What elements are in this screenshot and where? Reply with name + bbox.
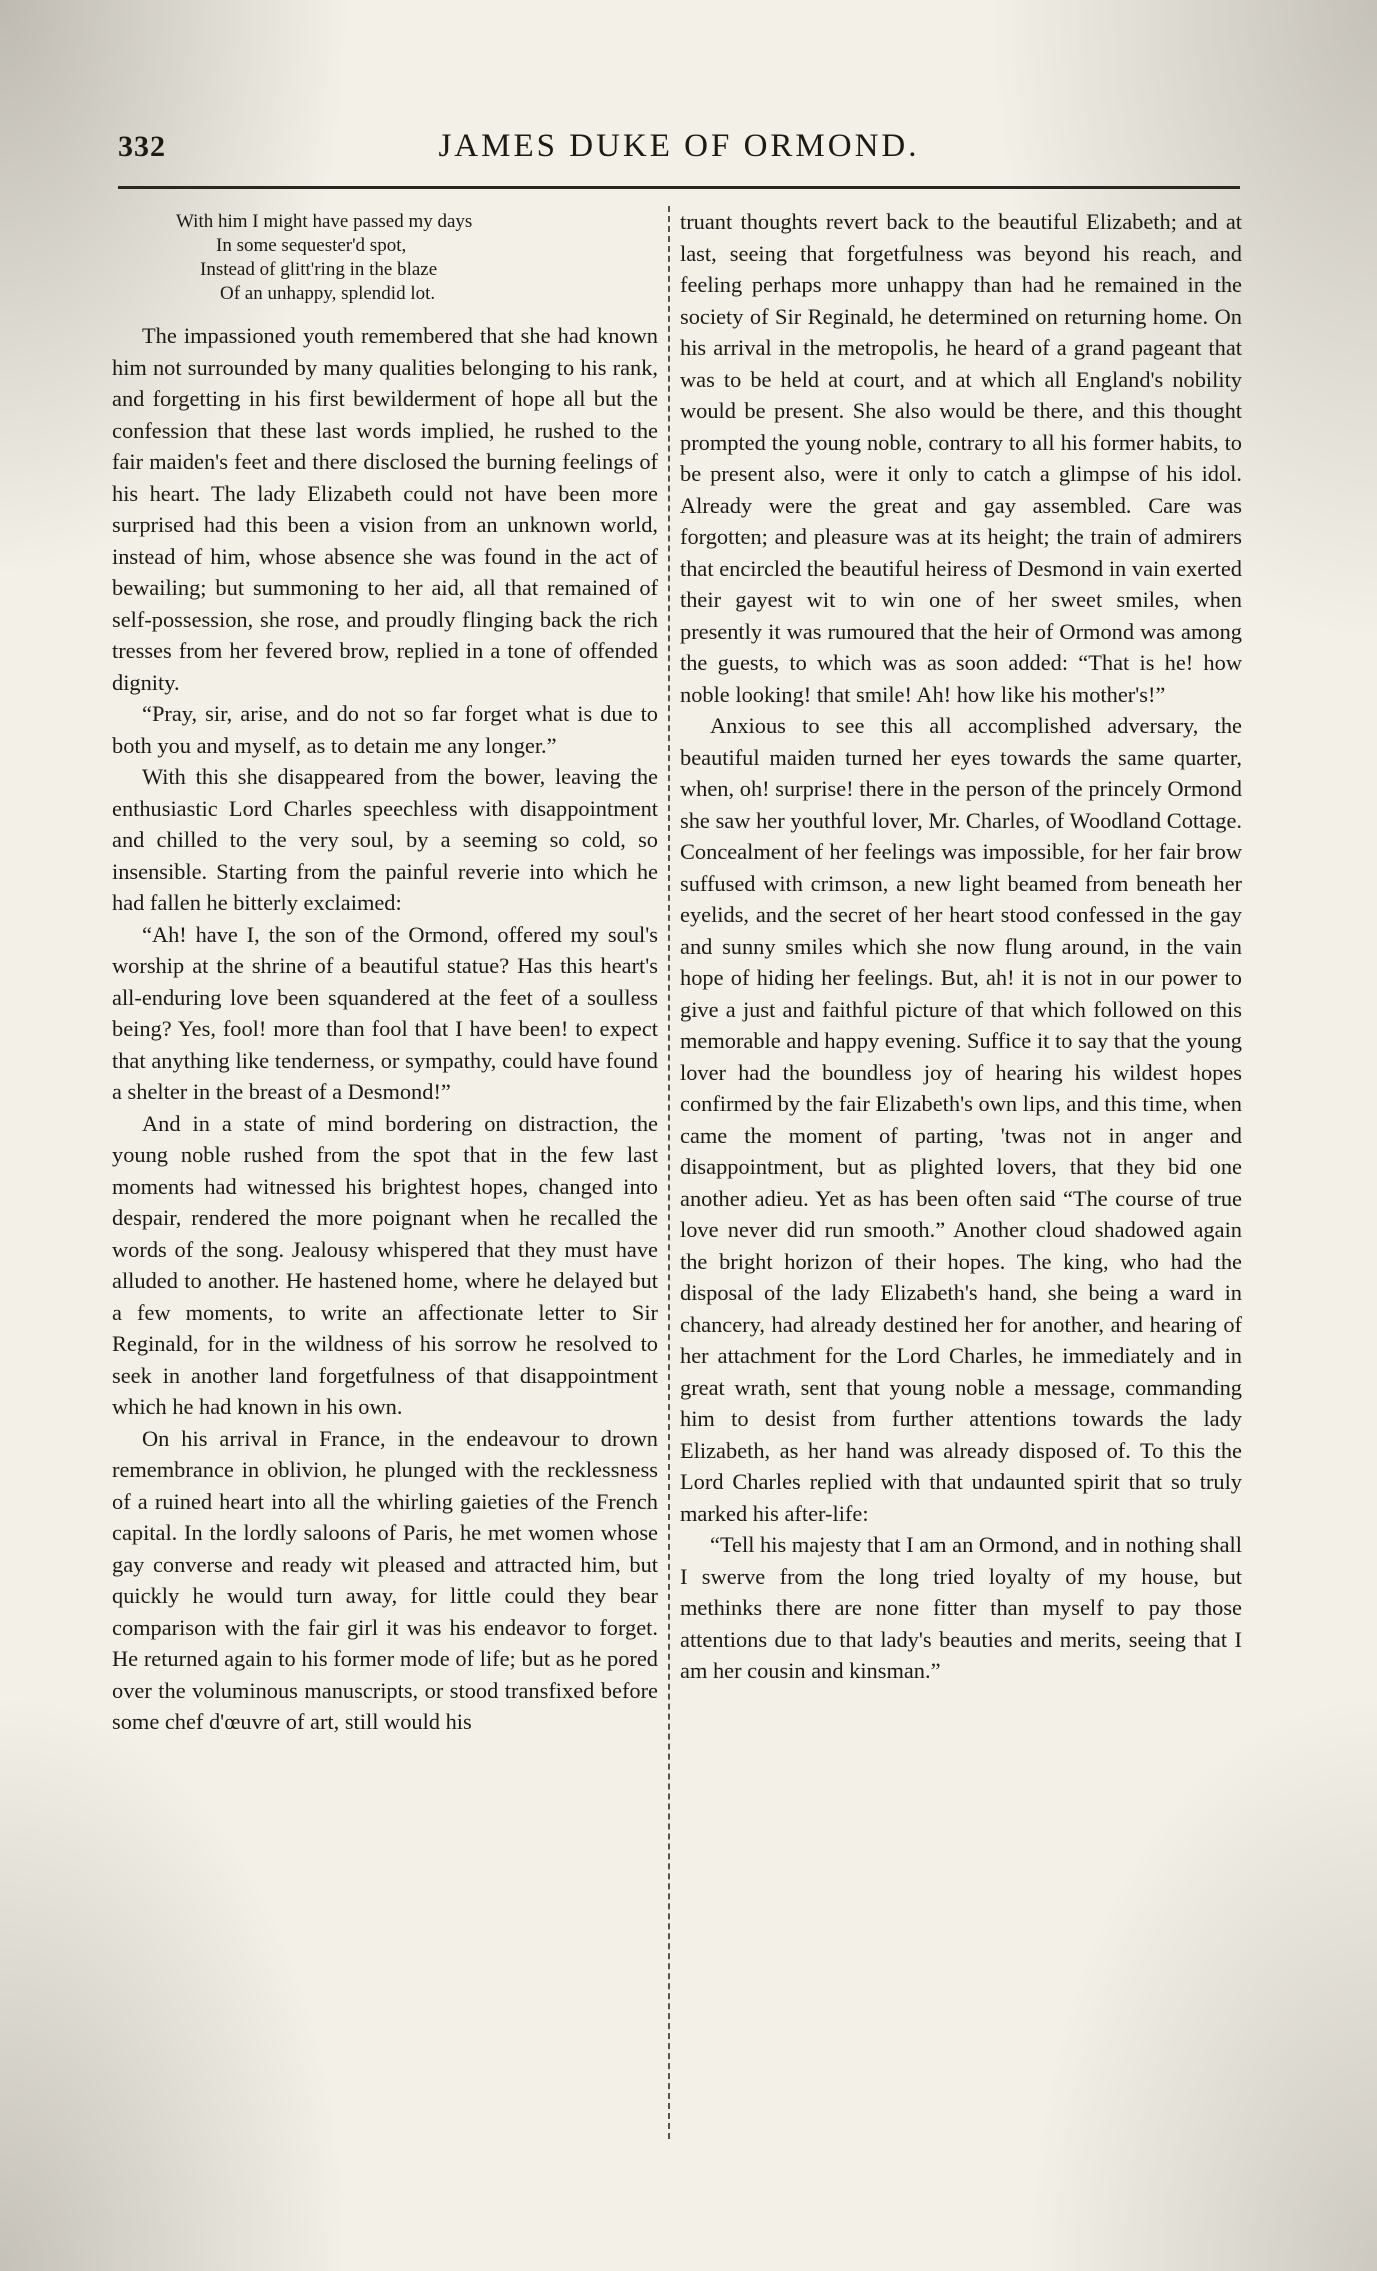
- poem-line: Of an unhappy, splendid lot.: [220, 283, 436, 304]
- poem-line: In some sequester'd spot,: [216, 235, 407, 256]
- page-number: 332: [118, 130, 166, 163]
- poem-line: Instead of glitt'ring in the blaze: [200, 259, 438, 280]
- left-column: [112, 206, 658, 2141]
- paragraph: “Tell his majesty that I am an Ormond, and in nothing shall I swerve from the long tried loyalty of my house, but methinks there are none fitter than myself to pay those attentions due to that lady's beauties and merits, seeing that I am her cousin and kinsman.”: [680, 1532, 1242, 1683]
- paragraph: truant thoughts revert back to the beautiful Elizabeth; and at last, seeing that forgetfulness was beyond his reach, and feeling perhaps more unhappy than had he remained in the society of Sir Reginald, he determined on returning home. On his arrival in the metropolis, he heard of a grand pageant that was to be held at court, and at which all England's nobility would be present. She also would be there, and this thought prompted the young noble, contrary to all his former habits, to be present also, were it only to catch a glimpse of his idol. Already were the great and gay assembled. Care was forgotten; and pleasure was at its height; the train of admirers that encircled the beautiful heiress of Desmond in vain exerted their gayest wit to win one of her sweet smiles, when presently it was rumoured that the heir of Ormond was among the guests, to which was as soon added: “That is he! how noble looking! that smile! Ah! how like his mother's!”: [680, 209, 1242, 707]
- page-header: [118, 122, 1240, 182]
- paragraph: With this she disappeared from the bower, leaving the enthusiastic Lord Charles speechless with disappointment and chilled to the very soul, by a seeming so cold, so insensible. Starting from the painful reverie into which he had fallen he bitterly exclaimed:: [112, 764, 658, 915]
- right-column: [680, 206, 1242, 2141]
- column-divider: [668, 206, 670, 2139]
- paragraph: “Ah! have I, the son of the Ormond, offered my soul's worship at the shrine of a beautiful statue? Has this heart's all-enduring love been squandered at the feet of a soulless being? Yes, fool! more than fool that I have been! to expect that anything like tenderness, or sympathy, could have found a shelter in the breast of a Desmond!”: [112, 921, 658, 1104]
- paragraph: And in a state of mind bordering on distraction, the young noble rushed from the spot that in the few last moments had witnessed his brightest hopes, changed into despair, rendered the more poignant when he recalled the words of the song. Jealousy whispered that they must have alluded to another. He hastened home, where he delayed but a few moments, to write an affectionate letter to Sir Reginald, for in the wildness of his sorrow he resolved to seek in another land forgetfulness of that disappointment which he had known in his own.: [112, 1110, 658, 1419]
- header-rule: [118, 186, 1240, 189]
- paragraph: On his arrival in France, in the endeavour to drown remembrance in oblivion, he plunged with the recklessness of a ruined heart into all the whirling gaieties of the French capital. In the lordly saloons of Paris, he met women whose gay converse and ready wit pleased and attracted him, but quickly he would turn away, for little could they bear comparison with the fair girl it was his endeavor to forget. He returned again to his former mode of life; but as he pored over the voluminous manuscripts, or stood transfixed before some chef d'œuvre of art, still would his: [112, 1425, 658, 1734]
- poem-line: With him I might have passed my days: [176, 211, 473, 232]
- poem-stanza: [176, 210, 658, 306]
- paragraph: “Pray, sir, arise, and do not so far forget what is due to both you and myself, as to detain me any longer.”: [112, 701, 658, 758]
- paragraph: Anxious to see this all accomplished adversary, the beautiful maiden turned her eyes towards the same quarter, when, oh! surprise! there in the person of the princely Ormond she saw her youthful lover, Mr. Charles, of Woodland Cottage. Concealment of her feelings was impossible, for her fair brow suffused with crimson, a new light beamed from beneath her eyelids, and the secret of her heart stood confessed in the gay and sunny smiles which she now flung around, in the vain hope of hiding her feelings. But, ah! it is not in our power to give a just and faithful picture of that which followed on this memorable and happy evening. Suffice it to say that the young lover had the boundless joy of hearing his wildest hopes confirmed by the fair Elizabeth's own lips, and this time, when came the moment of parting, 'twas not in anger and disappointment, but as plighted lovers, that they bid one another adieu. Yet as has been often said “The course of true love never did run smooth.” Another cloud shadowed again the bright horizon of their hopes. The king, who had the disposal of the lady Elizabeth's hand, she being a ward in chancery, had already destined her for another, and hearing of her attachment for the Lord Charles, he immediately and in great wrath, sent that young noble a message, commanding him to desist from further attentions towards the lady Elizabeth, as her hand was already disposed of. To this the Lord Charles replied with that undaunted spirit that so truly marked his after-life:: [680, 713, 1242, 1526]
- running-title: JAMES DUKE OF ORMOND.: [438, 128, 920, 164]
- paragraph: The impassioned youth remembered that she had known him not surrounded by many qualities belonging to his rank, and forgetting in his first bewilderment of hope all but the confession that these last words implied, he rushed to the fair maiden's feet and there disclosed the burning feelings of his heart. The lady Elizabeth could not have been more surprised had this been a vision from an unknown world, instead of him, whose absence she was found in the act of bewailing; but summoning to her aid, all that remained of self-possession, she rose, and proudly flinging back the rich tresses from her fevered brow, replied in a tone of offended dignity.: [112, 323, 658, 695]
